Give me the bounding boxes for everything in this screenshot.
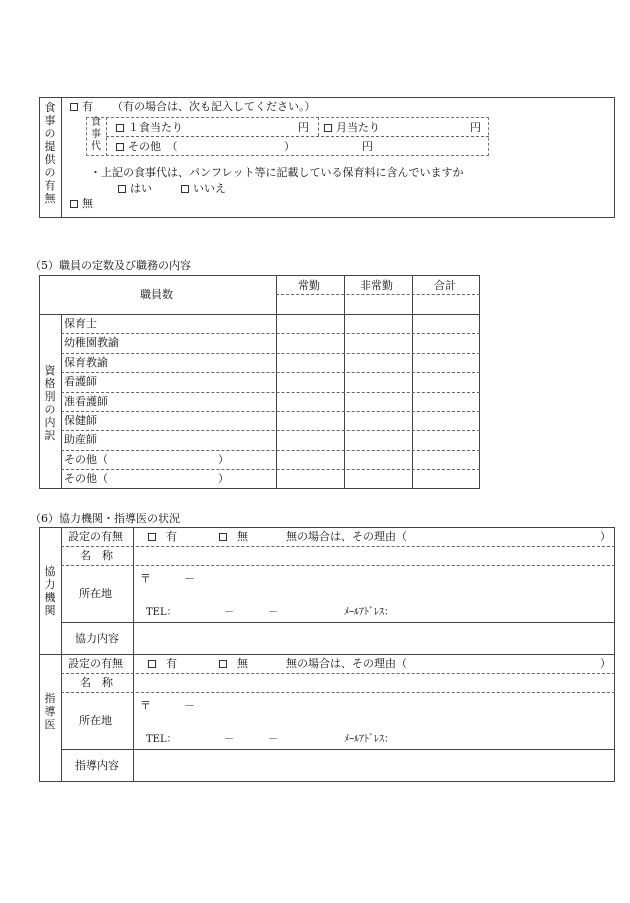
per-meal-option[interactable]: １食当たり: [116, 121, 183, 134]
checkbox-icon: [118, 185, 126, 193]
checkbox-icon: [116, 143, 124, 151]
staff-fulltime-input[interactable]: [277, 412, 343, 429]
email-label: ﾒｰﾙｱﾄﾞﾚｽ：: [344, 607, 394, 618]
staff-row-label: 准看護師: [64, 394, 108, 408]
reason-label: 無の場合は、その理由（: [286, 530, 407, 543]
staff-row-label: 助産師: [64, 433, 97, 447]
staff-parttime-input[interactable]: [345, 373, 411, 390]
reason-close-paren: ）: [600, 530, 611, 543]
checkbox-icon: [219, 533, 227, 541]
staff-total-input[interactable]: [413, 451, 479, 468]
staff-section-title: （5）職員の定数及び職務の内容: [30, 259, 191, 272]
staff-row-label: 保育教諭: [64, 355, 108, 369]
staff-fulltime-input[interactable]: [277, 373, 343, 390]
doctor-block-label: 指導医: [44, 692, 56, 731]
staff-fulltime-input[interactable]: [277, 354, 343, 371]
staff-total-input[interactable]: [413, 315, 479, 332]
coop-setting-yes-option[interactable]: 有: [148, 530, 177, 543]
staff-total-input[interactable]: [413, 431, 479, 448]
meal-table: [39, 97, 615, 218]
doctor-setting-no-option[interactable]: 無: [219, 657, 248, 670]
checkbox-icon: [70, 200, 78, 208]
staff-total-input[interactable]: [413, 354, 479, 371]
address-label: 所在地: [79, 714, 112, 727]
coop-block-label: 協力機関: [44, 565, 56, 617]
col-parttime: 非常勤: [360, 279, 393, 292]
setting-label: 設定の有無: [68, 530, 123, 543]
staff-total-input[interactable]: [413, 470, 479, 487]
other-fee-amount-input[interactable]: [298, 138, 358, 153]
tel-dash: －: [268, 607, 278, 618]
tel-dash: －: [268, 734, 278, 745]
staff-parttime-input[interactable]: [345, 354, 411, 371]
tel-dash: －: [224, 734, 234, 745]
per-month-input[interactable]: [390, 119, 468, 134]
total-parttime-input[interactable]: [345, 296, 411, 313]
staff-parttime-input[interactable]: [345, 393, 411, 410]
staff-row-label: 幼稚園教諭: [64, 336, 119, 350]
brochure-yes-option[interactable]: はい: [118, 182, 152, 195]
tel-dash: －: [224, 607, 234, 618]
doctor-content-label: 指導内容: [75, 759, 119, 772]
tel-label: TEL：: [146, 607, 177, 618]
meal-no-option[interactable]: 無: [70, 197, 93, 210]
staff-row-label: 保育士: [64, 317, 97, 330]
meal-yes-label: 有: [82, 100, 93, 113]
coop-address-input[interactable]: [135, 567, 613, 597]
postal-label: 〒 －: [140, 699, 195, 712]
checkbox-icon: [116, 124, 124, 132]
staff-parttime-input[interactable]: [345, 451, 411, 468]
brochure-question: ・上記の食事代は、パンフレット等に記載している保育料に含んでいますか: [90, 166, 464, 179]
doctor-address-input[interactable]: [135, 694, 613, 724]
staff-fulltime-input[interactable]: [277, 431, 343, 448]
checkbox-icon: [148, 533, 156, 541]
yen-label: 円: [298, 121, 309, 134]
doctor-setting-yes-option[interactable]: 有: [148, 657, 177, 670]
other-fee-option[interactable]: その他 （: [116, 140, 178, 153]
doctor-reason-input[interactable]: [420, 655, 596, 671]
meal-divider: [61, 97, 62, 218]
name-label: 名 称: [80, 676, 113, 689]
checkbox-icon: [148, 660, 156, 668]
staff-fulltime-input[interactable]: [277, 393, 343, 410]
coop-name-input[interactable]: [135, 547, 613, 564]
coop-section-title: （6）協力機関・指導医の状況: [30, 512, 180, 525]
staff-header-label: 職員数: [140, 288, 173, 301]
staff-parttime-input[interactable]: [345, 431, 411, 448]
doctor-content-input[interactable]: [135, 751, 613, 779]
staff-total-input[interactable]: [413, 412, 479, 429]
staff-parttime-input[interactable]: [345, 315, 411, 332]
checkbox-icon: [70, 103, 78, 111]
per-meal-input[interactable]: [190, 119, 294, 134]
col-total: 合計: [434, 279, 456, 292]
total-fulltime-input[interactable]: [277, 296, 343, 313]
coop-reason-input[interactable]: [420, 528, 596, 544]
other-fee-description-input[interactable]: [192, 138, 280, 153]
staff-fulltime-input[interactable]: [277, 315, 343, 332]
staff-fulltime-input[interactable]: [277, 334, 343, 351]
tel-label: TEL：: [146, 734, 177, 745]
yen-label: 円: [470, 121, 481, 134]
postal-label: 〒 －: [140, 572, 195, 585]
coop-setting-no-option[interactable]: 無: [219, 530, 248, 543]
meal-fee-label: 食事代: [91, 117, 101, 152]
staff-total-input[interactable]: [413, 393, 479, 410]
checkbox-icon: [324, 124, 332, 132]
staff-row-label: その他（ ）: [64, 472, 229, 486]
staff-parttime-input[interactable]: [345, 470, 411, 487]
email-label: ﾒｰﾙｱﾄﾞﾚｽ：: [344, 734, 394, 745]
brochure-no-option[interactable]: いいえ: [181, 182, 226, 195]
other-close-paren: ）: [284, 140, 295, 153]
per-month-option[interactable]: 月当たり: [324, 121, 380, 134]
name-label: 名 称: [80, 549, 113, 562]
staff-parttime-input[interactable]: [345, 334, 411, 351]
total-sum-input[interactable]: [413, 296, 479, 313]
address-label: 所在地: [79, 587, 112, 600]
staff-total-input[interactable]: [413, 373, 479, 390]
reason-label: 無の場合は、その理由（: [286, 657, 407, 670]
staff-row-label: その他（ ）: [64, 452, 229, 466]
yen-label: 円: [362, 140, 373, 153]
staff-fulltime-input[interactable]: [277, 470, 343, 487]
staff-fulltime-input[interactable]: [277, 451, 343, 468]
checkbox-icon: [219, 660, 227, 668]
meal-yes-note: （有の場合は、次も記入してください。）: [112, 100, 316, 113]
staff-row-label: 看護師: [64, 375, 97, 389]
coop-content-input[interactable]: [135, 624, 613, 652]
meal-row-label: 食事の提供の有無: [44, 101, 56, 205]
staff-total-input[interactable]: [413, 334, 479, 351]
doctor-name-input[interactable]: [135, 674, 613, 691]
checkbox-icon: [181, 185, 189, 193]
meal-yes-option[interactable]: [70, 100, 93, 113]
col-fulltime: 常勤: [298, 279, 320, 292]
reason-close-paren: ）: [600, 657, 611, 670]
coop-content-label: 協力内容: [75, 632, 119, 645]
qualification-group-label: 資格別の内訳: [44, 364, 56, 442]
setting-label: 設定の有無: [68, 657, 123, 670]
staff-parttime-input[interactable]: [345, 412, 411, 429]
staff-row-label: 保健師: [64, 414, 97, 427]
